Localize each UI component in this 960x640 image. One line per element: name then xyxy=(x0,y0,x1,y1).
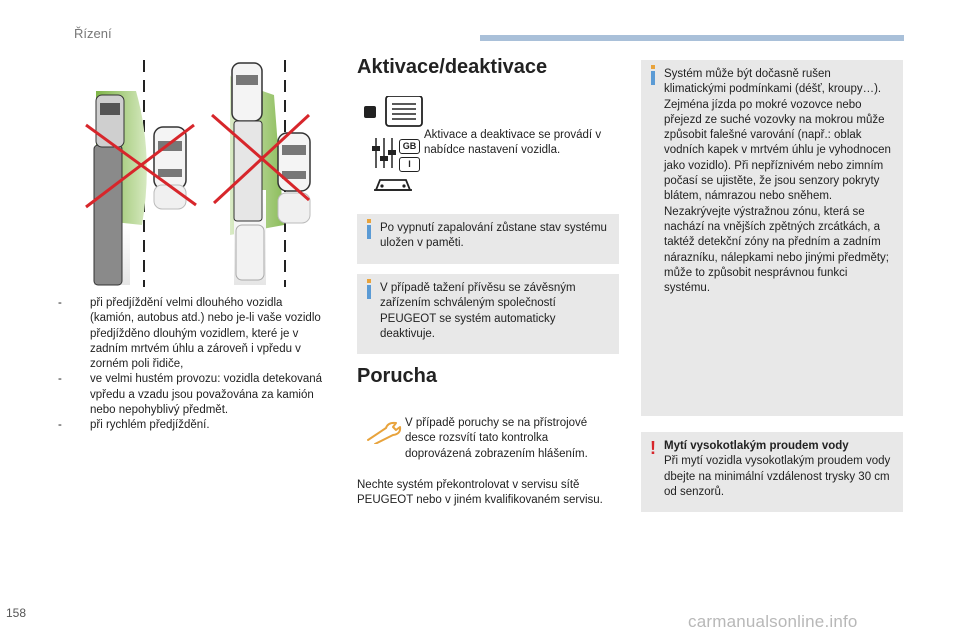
list-item xyxy=(58,296,328,372)
list-item xyxy=(58,372,328,418)
blind-spot-diagram xyxy=(84,55,314,290)
warning-title: Mytí vysokotlakým proudem vody xyxy=(664,440,849,452)
warning-text-wrap xyxy=(664,439,895,500)
warning-text: Při mytí vozidla vysokotlakým proudem vody dbejte na minimální vzdálenost trysky 30 cm od senzorů. xyxy=(664,455,891,498)
info-icon xyxy=(367,285,371,299)
porucha-text: V případě poruchy se na přístrojové desce rozsvítí tato kontrolka doprovázená zobrazením hlášením. xyxy=(405,417,588,460)
note-weather-text: Systém může být dočasně rušen klimatickými podmínkami (déšť, kroupy…). Zejména jízda po mokré vozovce nebo přejezd ze suché vozovky na mokrou může způsobit falešné varování (např.: oblak vodních kapek v mrtvém úhlu je vyhodnocen jako vozidlo). Při nepříznivém nebo zimním počasí se ujistěte, že jsou senzory pokryty blátem, námrazou nebo sněhem. Nezakrývejte výstražnou zónu, která se nachází na vnějších zpětných zrcátkách, a taktéž detekční zóny na předním a zadním nárazníku, nálepkami nebo jinými předměty; může to způsobit nesprávnou funkci systému. xyxy=(664,68,891,295)
note-weather xyxy=(641,60,903,416)
page-header-title: Řízení xyxy=(74,26,112,41)
aktivace-text: Aktivace a deaktivace se provádí v nabídce nastavení vozidla. xyxy=(424,129,602,157)
page-number: 158 xyxy=(6,606,27,620)
warning-icon: ! xyxy=(650,438,656,458)
blind-spot-illustration xyxy=(84,55,314,290)
list-item-text: při předjíždění velmi dlouhého vozidla (kamión, autobus atd.) nebo je-li vaše vozidlo předjížděno dlouhým vozidlem, které je v zadním mrtvém úhlu a zároveň i vpředu v zorném poli řidiče, xyxy=(90,297,321,371)
watermark: carmanualsonline.info xyxy=(688,612,858,631)
note-ignition xyxy=(357,214,619,264)
info-icon xyxy=(367,225,371,239)
list-item xyxy=(58,418,328,433)
porucha-service-text: Nechte systém překontrolovat v servisu sítě PEUGEOT nebo v jiném kvalifikovaném servisu. xyxy=(357,479,603,507)
warning-washing xyxy=(641,432,903,512)
note-towing-text: V případě tažení přívěsu se závěsným zařízením schváleným společností PEUGEOT se systém automaticky deaktivuje. xyxy=(380,282,576,340)
header-bar xyxy=(480,35,904,41)
language-badge-icon: GB xyxy=(399,139,420,154)
list-dash: - xyxy=(58,297,62,309)
list-item-text: ve velmi hustém provozu: vozidla detekovaná vpředu a vzadu jsou považována za kamión nebo nepohyblivý předmět. xyxy=(90,373,323,417)
section-title-aktivace: Aktivace/deaktivace xyxy=(357,56,548,78)
list-item-text: při rychlém předjíždění. xyxy=(90,419,210,432)
note-ignition-text: Po vypnutí zapalování zůstane stav systému uložen v paměti. xyxy=(380,222,607,250)
list-dash: - xyxy=(58,419,62,432)
section-title-porucha: Porucha xyxy=(357,365,438,387)
info-icon xyxy=(651,71,655,85)
note-towing xyxy=(357,274,619,354)
wrench-warning-icon xyxy=(366,420,402,449)
info-badge-icon: I xyxy=(399,157,420,172)
list-dash: - xyxy=(58,373,62,386)
situation-list xyxy=(58,296,328,434)
